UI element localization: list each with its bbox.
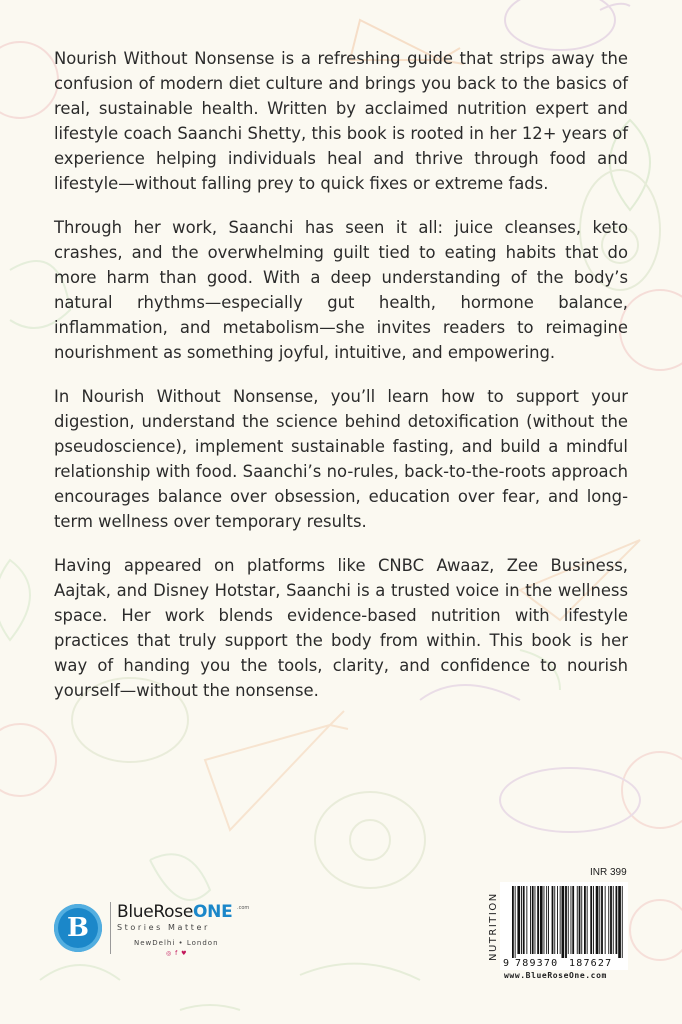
barcode-bar [593,886,594,954]
isbn-left-digits: 789370 [515,958,559,969]
isbn-right-digits: 187627 [569,958,613,969]
publisher-divider [110,902,111,954]
isbn-barcode [500,882,628,970]
publisher-website: www.BlueRoseOne.com [504,971,607,980]
blurb-paragraph: Nourish Without Nonsense is a refreshing guide that strips away the confusion of modern diet culture and brings you back to the basics of real, sustainable health. Written by acclaimed nutrition expert and lifestyle coach Saanchi Shetty, this book is rooted in her 12+ years of experience helping individuals heal and thrive through food and lifestyle—without falling prey to quick fixes or extreme fads. [54,49,628,193]
barcode-bar [540,886,543,954]
barcode-bar [546,886,547,954]
barcode-bar [577,886,578,954]
barcode-bar [523,886,525,954]
barcode-bar [560,886,561,954]
barcode-bar [562,886,565,958]
barcode-bar [512,886,514,958]
social-icons: ◎ f ♥ [166,950,188,957]
barcode-bar [548,886,549,954]
barcode-bar [535,886,536,954]
eggplant-icon [505,0,630,50]
blurb-paragraph: In Nourish Without Nonsense, you’ll learn how to support your digestion, understand the science behind detoxification (without the pseudoscience), implement sustainable fasting, and build a mindful relationship with food. Saanchi’s no-rules, back-to-the-roots approach encourages balance over obsession, education over fear, and long-term wellness over temporary results. [54,387,628,531]
barcode-bar [616,886,618,954]
barcode-bar [590,886,592,954]
carrot-icon [205,711,348,830]
barcode-bar [532,886,534,954]
barcode-bar [613,886,614,954]
barcode-bar [557,886,558,954]
isbn-first-digit: 9 [503,958,510,969]
barcode-bar [608,886,609,954]
barcode-bar [605,886,606,954]
barcode-bar [622,886,623,958]
publisher-tagline: Stories Matter [117,923,210,932]
blurb-paragraph: Through her work, Saanchi has seen it all: juice cleanses, keto crashes, and the overwhelming guilt tied to eating habits that do more harm than good. With a deep understanding of the body’s natural rhythms—especially gut health, hormone balance, inflammation, and metabolism—she invites readers to reimagine nourishment as something joyful, intuitive, and empowering. [54,218,628,362]
barcode-bar [568,886,569,954]
barcode-bar [581,886,582,954]
barcode-bar [610,886,612,954]
barcode-bar [544,886,545,954]
barcode-bar [599,886,600,954]
publisher-locations: NewDelhi • London [134,939,219,947]
pepper-icon [150,854,210,900]
barcode-bar [552,886,554,954]
publisher-name-main: BlueRose [117,902,193,922]
category-label: NUTRITION [488,892,499,962]
barcode-bar [515,886,516,958]
barcode-bar [601,886,603,954]
barcode-bar [571,886,572,954]
barcode-bar [584,886,586,954]
blurb-paragraph: Having appeared on platforms like CNBC Awaaz, Zee Business, Aajtak, and Disney Hotstar, Saanchi is a trusted voice in the wellness space. Her work blends evidence-based nutrition with lifestyle practices that truly support the body from within. This book is her way of handing you the tools, clarity, and confidence to nourish yourself—without the nonsense. [54,556,628,700]
price-label: INR 399 [590,867,627,878]
barcode-bar [521,886,522,954]
barcode-bar [537,886,539,954]
barcode-bar [565,886,567,958]
barcode-bar [587,886,588,954]
barcode-bar [530,886,531,954]
barcode-bar [526,886,527,954]
bluerose-logo-icon: B [54,904,102,952]
barcode-bar [579,886,581,954]
leaf-icon [40,964,420,1010]
barcode-bar [517,886,520,954]
barcode-bar [554,886,555,954]
barcode-bar [596,886,599,954]
publisher-name [117,902,232,922]
barcode-bar [572,886,574,954]
blurb [54,46,628,722]
publisher-name-accent: ONE [192,902,233,922]
barcode-bar [618,886,621,958]
publisher-domain-suffix: .com [237,905,250,911]
publisher-logo [54,900,254,970]
